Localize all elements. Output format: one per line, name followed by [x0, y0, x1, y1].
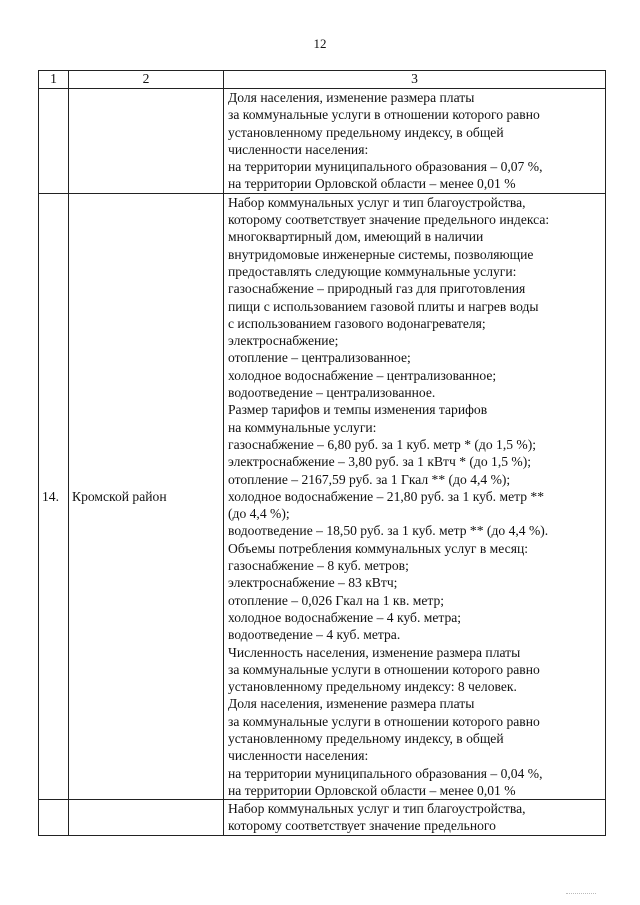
table-row	[39, 89, 606, 194]
description-line: установленному предельному индексу, в общей	[228, 124, 504, 140]
description-line: электроснабжение;	[228, 333, 339, 349]
description-line: холодное водоснабжение – 4 куб. метра;	[228, 609, 462, 625]
table-row	[39, 800, 606, 836]
description-line: отопление – централизованное;	[228, 350, 411, 366]
description-line: за коммунальные услуги в отношении которого равно	[228, 107, 540, 123]
description-line: отопление – 2167,59 руб. за 1 Гкал ** (до 4,4 %);	[228, 471, 511, 487]
table-header-row	[39, 71, 606, 89]
description-line: численности населения:	[228, 141, 369, 157]
description-line: (до 4,4 %);	[228, 506, 290, 522]
description-line: водоотведение – централизованное.	[228, 385, 436, 401]
description-line: Набор коммунальных услуг и тип благоустройства,	[228, 194, 526, 210]
description-line: холодное водоснабжение – 21,80 руб. за 1 куб. метр **	[228, 488, 545, 504]
header-col-2: 2	[69, 71, 224, 89]
description-line: которому соответствует значение предельного индекса:	[228, 212, 550, 228]
description-line: установленному предельному индексу, в общей	[228, 730, 504, 746]
description-line: численности населения:	[228, 748, 369, 764]
table-row	[39, 193, 606, 799]
description-line: холодное водоснабжение – централизованное;	[228, 367, 497, 383]
description-cell	[224, 800, 606, 836]
description-line: многоквартирный дом, имеющий в наличии	[228, 229, 484, 245]
header-col-3: 3	[224, 71, 606, 89]
description-line: Доля населения, изменение размера платы	[228, 696, 475, 712]
description-line: за коммунальные услуги в отношении которого равно	[228, 661, 540, 677]
row-number	[39, 800, 69, 836]
district-name	[69, 800, 224, 836]
tariff-table	[38, 70, 606, 836]
description-line: Численность населения, изменение размера платы	[228, 644, 521, 660]
row-number: 14.	[39, 193, 69, 799]
description-line: с использованием газового водонагревателя;	[228, 315, 486, 331]
description-line: газоснабжение – природный газ для приготовления	[228, 281, 526, 297]
description-line: водоотведение – 4 куб. метра.	[228, 627, 401, 643]
description-line: Размер тарифов и темпы изменения тарифов	[228, 402, 488, 418]
description-line: которому соответствует значение предельного	[228, 818, 496, 834]
description-line: за коммунальные услуги в отношении которого равно	[228, 713, 540, 729]
description-line: на территории муниципального образования – 0,07 %,	[228, 159, 543, 175]
description-cell	[224, 193, 606, 799]
description-line: на территории муниципального образования – 0,04 %,	[228, 765, 543, 781]
district-name	[69, 89, 224, 194]
description-line: на территории Орловской области – менее 0,01 %	[228, 782, 516, 798]
description-line: отопление – 0,026 Гкал на 1 кв. метр;	[228, 592, 445, 608]
description-cell	[224, 89, 606, 194]
description-line: установленному предельному индексу: 8 человек.	[228, 679, 517, 695]
district-name: Кромской район	[69, 193, 224, 799]
description-line: предоставлять следующие коммунальные услуги:	[228, 263, 517, 279]
description-line: на коммунальные услуги:	[228, 419, 377, 435]
page-number: 12	[313, 36, 327, 51]
description-line: пищи с использованием газовой плиты и нагрев воды	[228, 298, 539, 314]
row-number	[39, 89, 69, 194]
footer-mark	[566, 890, 596, 894]
description-line: электроснабжение – 3,80 руб. за 1 кВтч * (до 1,5 %);	[228, 454, 532, 470]
description-line: внутридомовые инженерные системы, позволяющие	[228, 246, 534, 262]
description-line: газоснабжение – 8 куб. метров;	[228, 558, 409, 574]
description-line: Набор коммунальных услуг и тип благоустройства,	[228, 801, 526, 817]
description-line: Объемы потребления коммунальных услуг в месяц:	[228, 540, 528, 556]
description-line: газоснабжение – 6,80 руб. за 1 куб. метр * (до 1,5 %);	[228, 436, 537, 452]
description-line: водоотведение – 18,50 руб. за 1 куб. метр ** (до 4,4 %).	[228, 523, 549, 539]
description-line: Доля населения, изменение размера платы	[228, 90, 475, 105]
description-line: электроснабжение – 83 кВтч;	[228, 575, 398, 591]
description-line: на территории Орловской области – менее 0,01 %	[228, 176, 516, 192]
header-col-1: 1	[39, 71, 69, 89]
